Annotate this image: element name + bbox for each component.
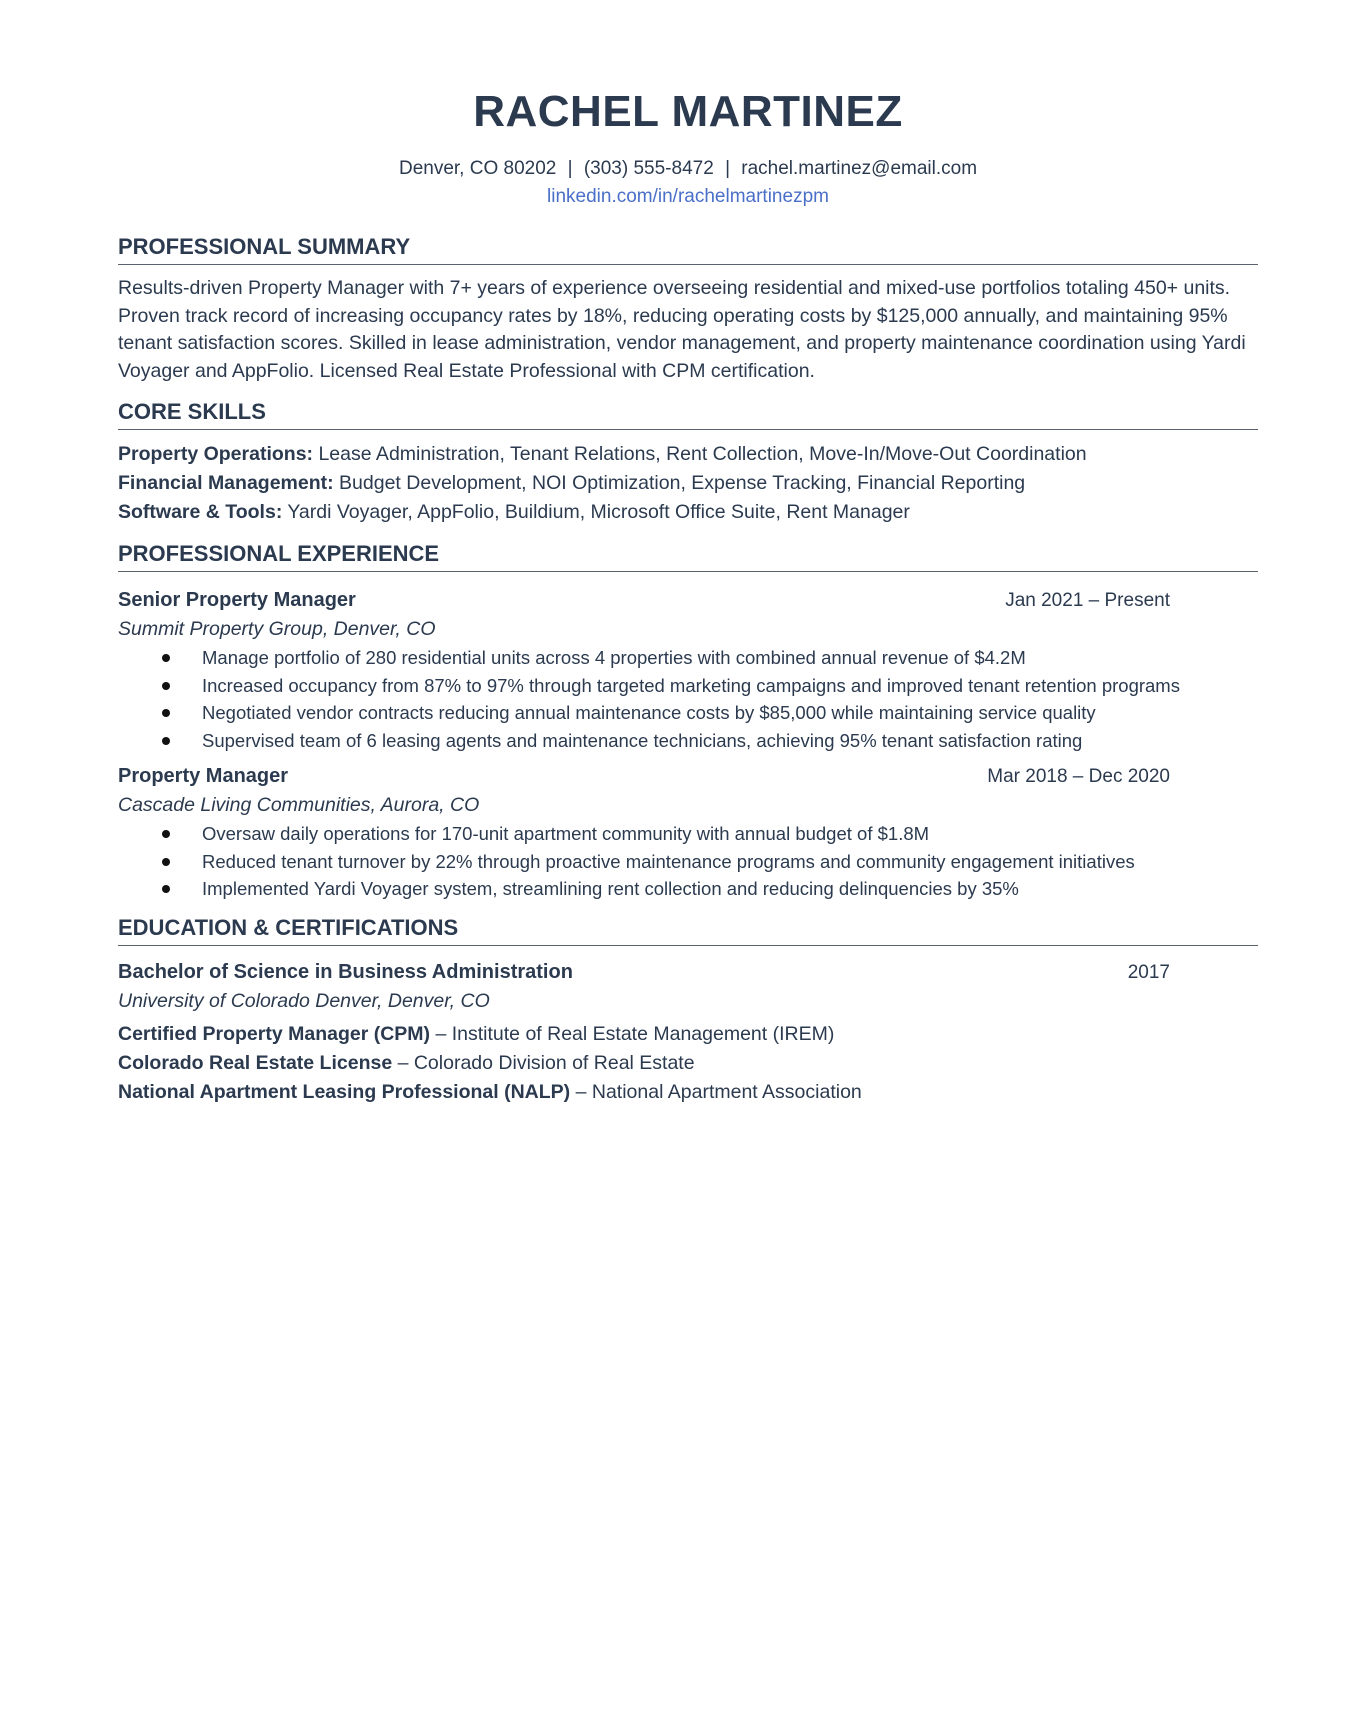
skill-line [118, 440, 1258, 469]
bullet-dot-icon [162, 709, 170, 717]
certifications-list [118, 1020, 1258, 1107]
bullet-text: Negotiated vendor contracts reducing annual maintenance costs by $85,000 while maintaining service quality [202, 702, 1096, 723]
bullet-text: Manage portfolio of 280 residential units across 4 properties with combined annual revenue of $4.2M [202, 647, 1026, 668]
skill-value: Yardi Voyager, AppFolio, Buildium, Microsoft Office Suite, Rent Manager [282, 501, 910, 523]
job-dates: Jan 2021 – Present [1005, 590, 1170, 611]
job-bullets [118, 820, 1258, 903]
company-name: Cascade Living Communities, Aurora, CO [118, 794, 480, 816]
skill-line [118, 469, 1258, 498]
company-name: Summit Property Group, Denver, CO [118, 618, 436, 640]
certification-issuer: – Institute of Real Estate Management (IREM) [430, 1022, 835, 1045]
phone: (303) 555-8472 [583, 158, 714, 179]
skills-list [118, 440, 1258, 527]
job-entry [118, 762, 1258, 903]
contact-info [118, 156, 1258, 182]
summary-section [118, 232, 1258, 385]
bullet-dot-icon [162, 830, 170, 838]
job-bullets [118, 644, 1258, 754]
contact-separator: | [725, 158, 730, 179]
certification-issuer: – Colorado Division of Real Estate [392, 1051, 695, 1074]
school-name: University of Colorado Denver, Denver, CO [118, 989, 490, 1012]
education-section [118, 913, 1258, 1107]
section-title-experience: PROFESSIONAL EXPERIENCE [118, 539, 1258, 572]
bullet-text: Reduced tenant turnover by 22% through proactive maintenance programs and community engagement initiatives [202, 850, 1135, 872]
bullet-item [118, 727, 1258, 755]
skill-label: Financial Management: [118, 472, 334, 494]
section-title-summary: PROFESSIONAL SUMMARY [118, 232, 1258, 265]
linkedin-link[interactable]: linkedin.com/in/rachelmartinezpm [547, 186, 829, 207]
bullet-dot-icon [162, 737, 170, 745]
bullet-item [118, 875, 1258, 903]
skill-label: Property Operations: [118, 443, 314, 465]
bullet-dot-icon [162, 682, 170, 690]
bullet-text: Implemented Yardi Voyager system, streamlining rent collection and reducing delinquencies by 35% [202, 878, 1019, 899]
job-header [118, 762, 1258, 791]
candidate-name: RACHEL MARTINEZ [473, 87, 903, 136]
skills-section [118, 397, 1258, 527]
skill-label: Software & Tools: [118, 501, 283, 523]
skill-value: Budget Development, NOI Optimization, Expense Tracking, Financial Reporting [333, 472, 1026, 494]
bullet-text: Oversaw daily operations for 170-unit apartment community with annual budget of $1.8M [202, 823, 930, 844]
certification-item [118, 1078, 1258, 1107]
section-title-education: EDUCATION & CERTIFICATIONS [118, 913, 1258, 946]
bullet-dot-icon [162, 654, 170, 662]
degree-title: Bachelor of Science in Business Administration [118, 960, 573, 983]
section-title-skills: CORE SKILLS [118, 397, 1258, 430]
resume-page [118, 70, 1258, 1107]
certification-issuer: – National Apartment Association [570, 1080, 862, 1103]
degree-header [118, 958, 1258, 987]
experience-section [118, 539, 1258, 903]
bullet-text: Increased occupancy from 87% to 97% through targeted marketing campaigns and improved tenant retention programs [202, 674, 1180, 696]
job-entry [118, 586, 1258, 754]
summary-text: Results-driven Property Manager with 7+ years of experience overseeing residential and mixed-use portfolios totaling 450+ units. Proven track record of increasing occupancy rates by 18%, reducing operating costs by $125,000 annually, and maintaining 95% tenant satisfaction scores. Skilled in lease administration, vendor management, and property maintenance coordination using Yardi Voyager and AppFolio. Licensed Real Estate Professional with CPM certification. [118, 277, 1246, 382]
email[interactable]: rachel.martinez@email.com [741, 158, 978, 179]
skill-value: Lease Administration, Tenant Relations, Rent Collection, Move-In/Move-Out Coordination [313, 443, 1087, 465]
bullet-dot-icon [162, 858, 170, 866]
certification-item [118, 1020, 1258, 1049]
skill-line [118, 498, 1258, 527]
certification-name: Colorado Real Estate License [118, 1051, 393, 1074]
bullet-text: Supervised team of 6 leasing agents and maintenance technicians, achieving 95% tenant satisfaction rating [202, 729, 1083, 751]
job-title: Property Manager [118, 765, 289, 787]
job-title: Senior Property Manager [118, 589, 356, 611]
bullet-item [118, 848, 1258, 876]
certification-name: National Apartment Leasing Professional (NALP) [118, 1080, 571, 1103]
job-dates: Mar 2018 – Dec 2020 [987, 766, 1170, 787]
bullet-item [118, 672, 1258, 700]
bullet-item [118, 699, 1258, 727]
job-header [118, 586, 1258, 615]
location: Denver, CO 80202 [398, 158, 557, 179]
bullet-item [118, 644, 1258, 672]
certification-item [118, 1049, 1258, 1078]
graduation-year: 2017 [1127, 961, 1170, 983]
certification-name: Certified Property Manager (CPM) [118, 1022, 431, 1045]
contact-separator: | [567, 158, 573, 179]
bullet-item [118, 820, 1258, 848]
bullet-dot-icon [162, 885, 170, 893]
